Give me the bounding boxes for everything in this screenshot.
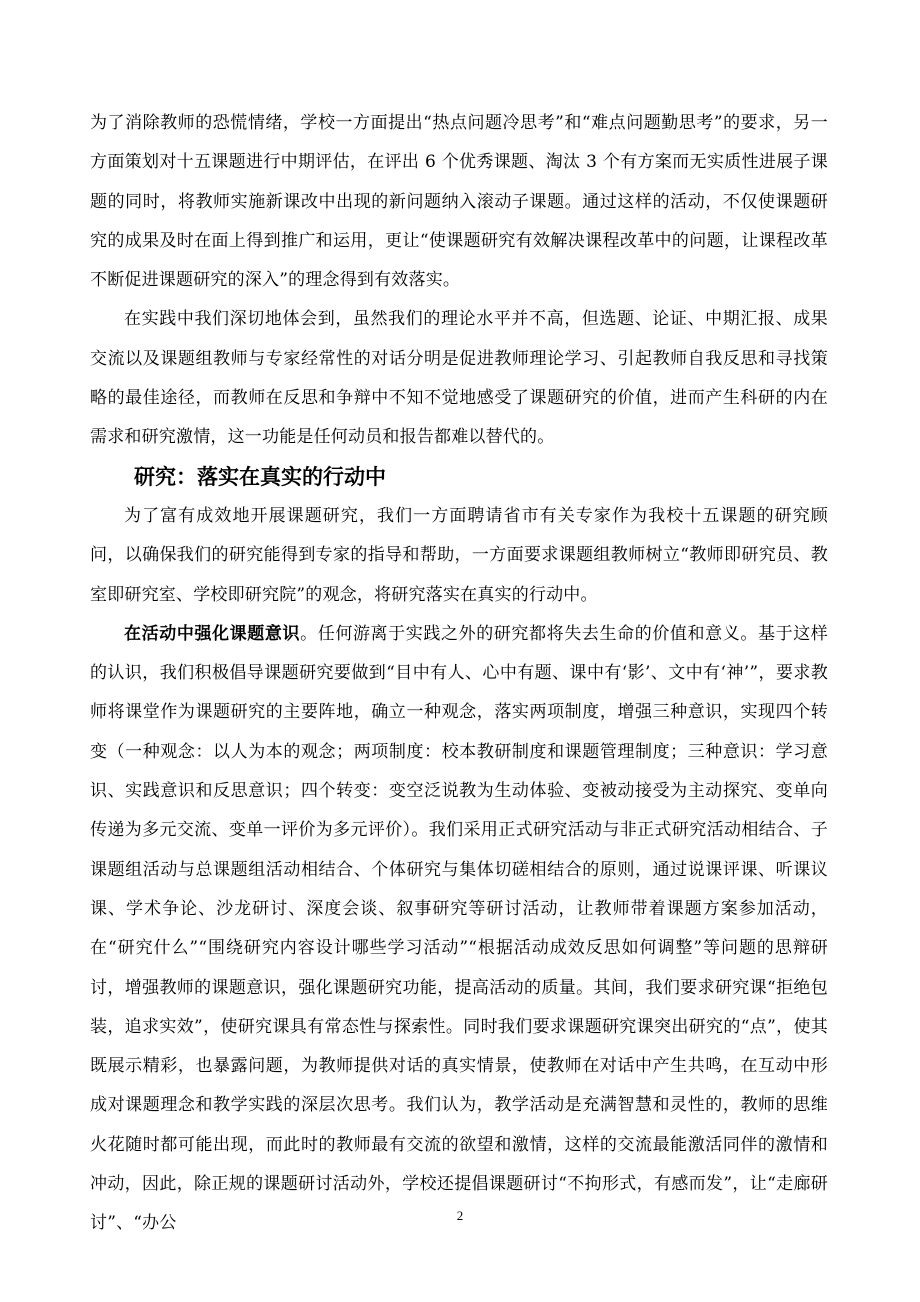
paragraph-2: 在实践中我们深切地体会到，虽然我们的理论水平并不高，但选题、论证、中期汇报、成果交流以及课题组教师与专家经常性的对话分明是促进教师理论学习、引起教师自我反思和寻找策略的最佳途径，而教师在反思和争辩中不知不觉地感受了课题研究的价值，进而产生科研的内在需求和研究激情，这一功能是任何动员和报告都难以替代的。 <box>90 309 828 448</box>
paragraph-4-body: 。任何游离于实践之外的研究都将失去生命的价值和意义。基于这样的认识，我们积极倡导课题研究要做到“目中有人、心中有题、课中有‘影’、文中有‘神’”，要求教师将课堂作为课题研究的主要阵地，确立一种观念，落实两项制度，增强三种意识，实现四个转变（一种观念：以人为本的观念；两项制度：校本教研制度和课题管理制度；三种意识：学习意识、实践意识和反思意识；四个转变：变空泛说教为生动体验、变被动接受为主动探究、变单向传递为多元交流、变单一评价为多元评价）。我们采用正式研究活动与非正式研究活动相结合、子课题组活动与总课题组活动相结合、个体研究与集体切磋相结合的原则，通过说课评课、听课议课、学术争论、沙龙研讨、深度会谈、叙事研究等研讨活动，让教师带着课题方案参加活动，在“研究什么”“围绕研究内容设计哪些学习活动”“根据活动成效反思如何调整”等问题的思辩研讨，增强教师的课题意识，强化课题研究功能，提高活动的质量。其间，我们要求研究课“拒绝包装，追求实效”，使研究课具有常态性与探索性。同时我们要求课题研究课突出研究的“点”，使其既展示精彩，也暴露问题，为教师提供对话的真实情景，使教师在对话中产生共鸣，在互动中形成对课题理念和教学实践的深层次思考。我们认为，教学活动是充满智慧和灵性的，教师的思维火花随时都可能出现，而此时的教师最有交流的欲望和激情，这样的交流最能激活同伴的激情和冲动，因此，除正规的课题研讨活动外，学校还提倡课题研讨“不拘形式，有感而发”，让“走廊研讨”、“办公 <box>90 623 829 1234</box>
document-body <box>90 104 828 1244</box>
section-heading: 研究：落实在真实的行动中 <box>134 464 386 489</box>
paragraph-4-lead: 在活动中强化课题意识 <box>124 623 301 644</box>
paragraph-1: 为了消除教师的恐慌情绪，学校一方面提出“热点问题冷思考”和“难点问题勤思考”的要求，另一方面策划对十五课题进行中期评估，在评出 6 个优秀课题、淘汰 3 个有方案而无实质性进展子课题的同时，将教师实施新课改中出现的新问题纳入滚动子课题。通过这样的活动，不仅使课题研究的成果及时在面上得到推广和运用，更让“使课题研究有效解决课程改革中的问题，让课程改革不断促进课题研究的深入”的理念得到有效落实。 <box>90 113 828 291</box>
paragraph-4 <box>90 615 828 1244</box>
paragraph-3: 为了富有成效地开展课题研究，我们一方面聘请省市有关专家作为我校十五课题的研究顾问，以确保我们的研究能得到专家的指导和帮助，一方面要求课题组教师树立“教师即研究员、教室即研究室、学校即研究院”的观念，将研究落实在真实的行动中。 <box>90 505 828 605</box>
page-number: 2 <box>456 1208 464 1223</box>
